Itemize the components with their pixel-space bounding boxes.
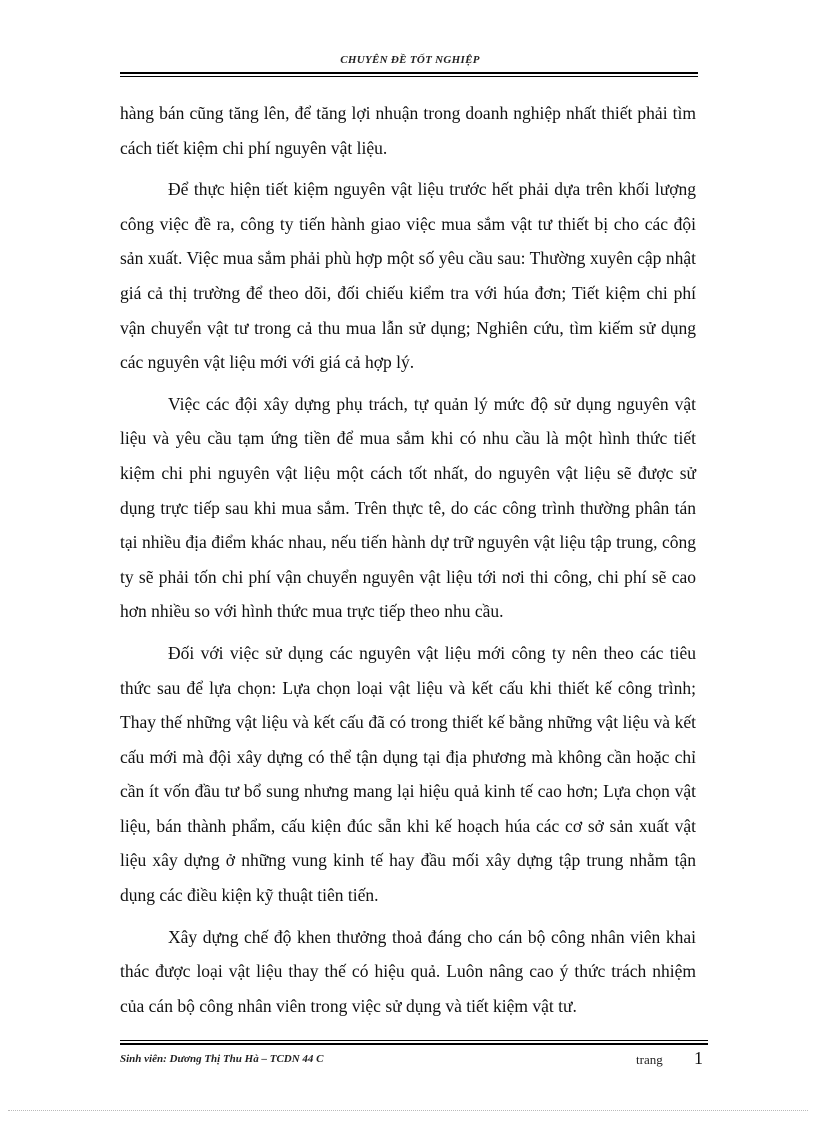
paragraph-reward-policy: Xây dựng chế độ khen thưởng thoả đáng cho cán bộ công nhân viên khai thác được loại vật liệu thay thế có hiệu quả. Luôn nâng cao ý thức trách nhiệm của cán bộ công nhân viên trong việc sử dụng và tiết kiệm vật tư. <box>120 926 696 1016</box>
header-rule-thick <box>120 72 698 74</box>
footer-page-label: trang <box>636 1052 663 1067</box>
document-body <box>120 96 696 1030</box>
footer-rule-thick <box>120 1043 708 1045</box>
paragraph-new-materials: Đối với việc sử dụng các nguyên vật liệu mới công ty nên theo các tiêu thức sau để lựa chọn: Lựa chọn loại vật liệu và kết cấu khi thiết kế công trình; Thay thế những vật liệu và kết cấu đã có trong thiết kế bằng những vật liệu và kết cấu mới mà đội xây dựng có thể tận dụng tại địa phương mà không cần hoặc chỉ cần ít vốn đầu tư bổ sung nhưng mang lại hiệu quả kinh tế cao hơn; Lựa chọn vật liệu, bán thành phẩm, cấu kiện đúc sẵn khi kế hoạch húa các cơ sở sản xuất vật liệu xây dựng ở những vung kinh tế hay đầu mối xây dựng tập trung nhằm tận dụng các điều kiện kỹ thuật tiên tiến. <box>120 642 696 906</box>
footer-rule-thin <box>120 1040 708 1041</box>
paragraph-continuation: hàng bán cũng tăng lên, để tăng lợi nhuận trong doanh nghiệp nhất thiết phải tìm cách tiết kiệm chi phí nguyên vật liệu. <box>120 103 696 158</box>
page-header-title: CHUYÊN ĐỀ TỐT NGHIỆP <box>340 54 480 66</box>
paragraph-team-management: Việc các đội xây dựng phụ trách, tự quản lý mức độ sử dụng nguyên vật liệu và yêu cầu tạm ứng tiền để mua sắm khi có nhu cầu là một hình thức tiết kiệm chi phi nguyên vật liệu một cách tốt nhất, do nguyên vật liệu sẽ được sử dụng trực tiếp sau khi mua sắm. Trên thực tê, do các công trình thường phân tán tại nhiều địa điểm khác nhau, nếu tiến hành dự trữ nguyên vật liệu tập trung, công ty sẽ phải tốn chi phí vận chuyển nguyên vật liệu tới nơi thi công, chi phí sẽ cao hơn nhiều so với hình thức mua trực tiếp theo nhu cầu. <box>120 393 696 622</box>
footer-page-number: 1 <box>694 1048 703 1068</box>
paragraph-material-saving: Để thực hiện tiết kiệm nguyên vật liệu trước hết phải dựa trên khối lượng công việc đề ra, công ty tiến hành giao việc mua sắm vật tư thiết bị cho các đội sản xuất. Việc mua sắm phải phù hợp một số yêu cầu sau: Thường xuyên cập nhật giá cả thị trường để theo dõi, đối chiếu kiểm tra với húa đơn; Tiết kiệm chi phí vận chuyển vật tư trong cả thu mua lẫn sử dụng; Nghiên cứu, tìm kiếm sử dụng các nguyên vật liệu mới với giá cả hợp lý. <box>120 179 696 373</box>
page-edge-divider <box>8 1110 808 1111</box>
footer-author: Sinh viên: Dương Thị Thu Hà – TCDN 44 C <box>120 1053 324 1065</box>
header-rule-thin <box>120 76 698 77</box>
